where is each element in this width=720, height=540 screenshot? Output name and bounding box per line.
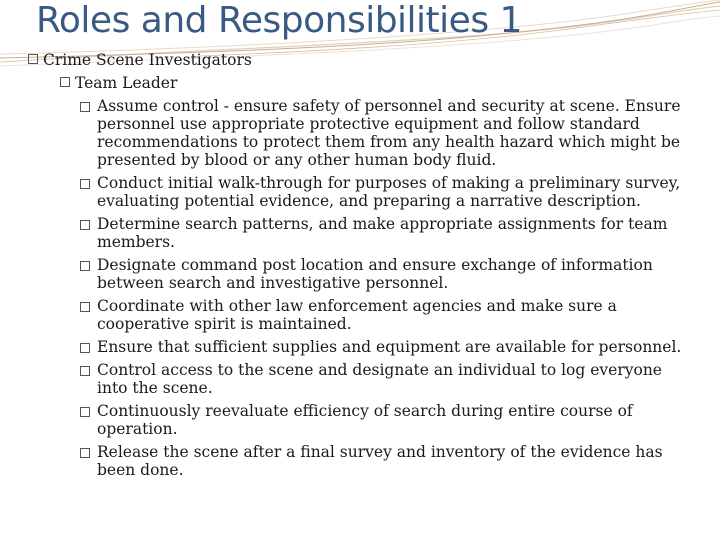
checkbox-bullet-icon [80, 343, 90, 353]
list-item-text: Conduct initial walk-through for purposes of making a preliminary survey, evaluating potential evidence, and preparing a narrative description. [97, 174, 681, 210]
list-item [80, 402, 695, 438]
checkbox-bullet-icon [28, 54, 38, 64]
level1-text: Crime Scene Investigators [43, 51, 252, 69]
list-item [80, 215, 695, 251]
checkbox-bullet-icon [80, 220, 90, 230]
list-item-text: Coordinate with other law enforcement agencies and make sure a cooperative spirit is maintained. [97, 297, 617, 333]
list-item-text: Determine search patterns, and make appropriate assignments for team members. [97, 215, 668, 251]
list-item-text: Control access to the scene and designate an individual to log everyone into the scene. [97, 361, 662, 397]
list-item-text: Continuously reevaluate efficiency of search during entire course of operation. [97, 402, 633, 438]
checkbox-bullet-icon [80, 407, 90, 417]
checkbox-bullet-icon [80, 261, 90, 271]
list-item-text: Designate command post location and ensure exchange of information between search and investigative personnel. [97, 256, 653, 292]
list-item [80, 361, 695, 397]
list-item-text: Assume control - ensure safety of personnel and security at scene. Ensure personnel use appropriate protective equipment and follow standard recommendations to protect them from any health hazard which might be presented by blood or any other human body fluid. [97, 97, 681, 169]
checkbox-bullet-icon [80, 302, 90, 312]
checkbox-bullet-icon [60, 77, 70, 87]
list-item-text: Ensure that sufficient supplies and equipment are available for personnel. [97, 338, 682, 356]
list-item [80, 338, 695, 356]
bullet-level1 [28, 51, 252, 69]
list-item [80, 256, 695, 292]
checkbox-bullet-icon [80, 448, 90, 458]
list-item [80, 97, 695, 169]
level2-text: Team Leader [75, 74, 178, 92]
responsibility-list [80, 97, 695, 484]
list-item-text: Release the scene after a final survey and inventory of the evidence has been done. [97, 443, 663, 479]
slide-title: Roles and Responsibilities 1 [36, 0, 522, 41]
list-item [80, 174, 695, 210]
list-item [80, 297, 695, 333]
list-item [80, 443, 695, 479]
bullet-level2 [60, 74, 177, 92]
checkbox-bullet-icon [80, 102, 90, 112]
checkbox-bullet-icon [80, 179, 90, 189]
checkbox-bullet-icon [80, 366, 90, 376]
